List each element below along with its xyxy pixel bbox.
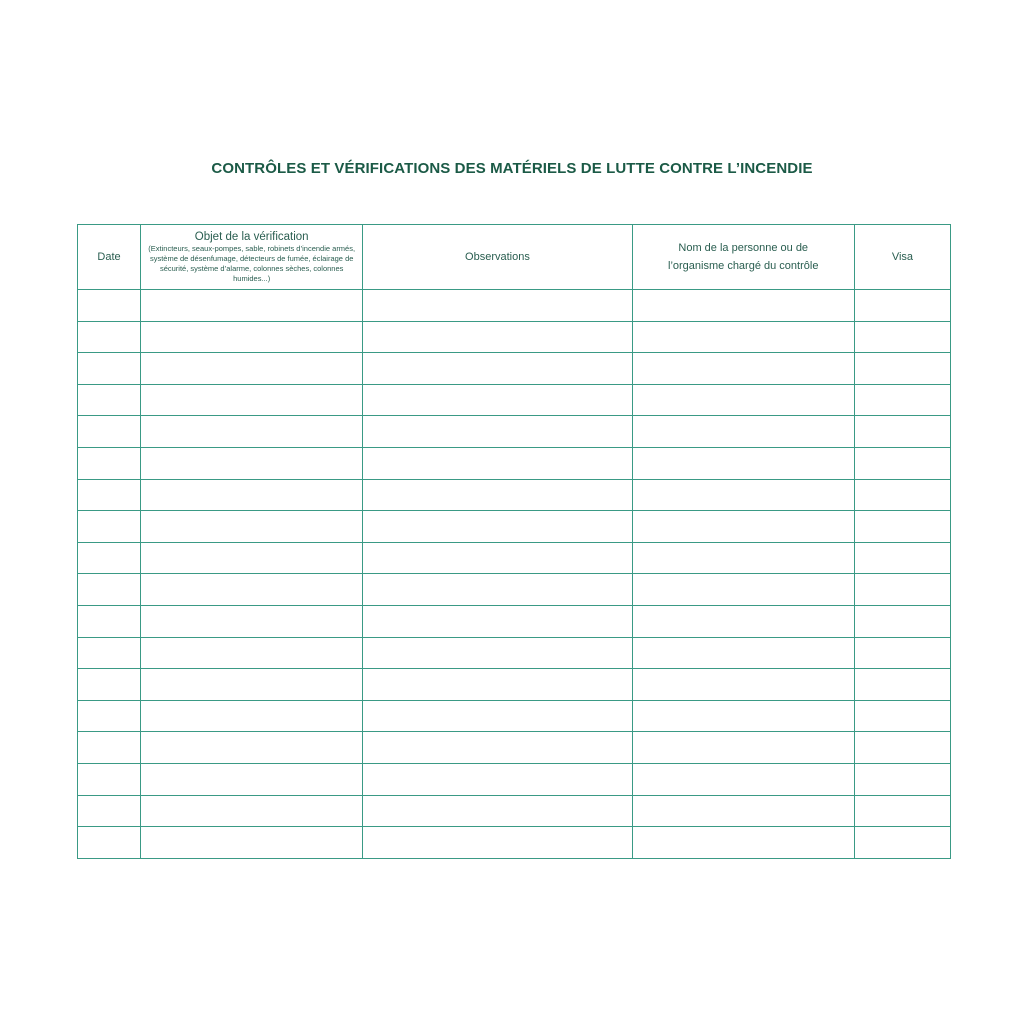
cell-nom[interactable]: [632, 732, 854, 764]
cell-date[interactable]: [78, 542, 141, 574]
cell-visa[interactable]: [854, 574, 950, 606]
cell-observations[interactable]: [363, 795, 632, 827]
cell-date[interactable]: [78, 763, 141, 795]
cell-visa[interactable]: [854, 732, 950, 764]
header-visa-label: Visa: [891, 251, 914, 263]
cell-nom[interactable]: [632, 353, 854, 385]
cell-date[interactable]: [78, 479, 141, 511]
page-title: CONTRÔLES ET VÉRIFICATIONS DES MATÉRIELS DE LUTTE CONTRE L’INCENDIE: [211, 160, 813, 177]
cell-observations[interactable]: [363, 353, 632, 385]
header-objet-title: Objet de la vérification: [194, 231, 309, 243]
cell-observations[interactable]: [363, 290, 632, 322]
header-nom-line2: l’organisme chargé du contrôle: [668, 260, 819, 272]
cell-observations[interactable]: [363, 384, 632, 416]
cell-date[interactable]: [78, 732, 141, 764]
table-row: [78, 827, 951, 859]
cell-date[interactable]: [78, 321, 141, 353]
cell-date[interactable]: [78, 447, 141, 479]
cell-visa[interactable]: [854, 605, 950, 637]
table-row: [78, 574, 951, 606]
cell-date[interactable]: [78, 700, 141, 732]
cell-objet[interactable]: [141, 384, 363, 416]
cell-observations[interactable]: [363, 542, 632, 574]
cell-objet[interactable]: [141, 700, 363, 732]
cell-observations[interactable]: [363, 669, 632, 701]
cell-observations[interactable]: [363, 732, 632, 764]
cell-observations[interactable]: [363, 574, 632, 606]
cell-objet[interactable]: [141, 353, 363, 385]
table-row: [78, 763, 951, 795]
header-observations-label: Observations: [465, 251, 530, 263]
cell-nom[interactable]: [632, 384, 854, 416]
cell-observations[interactable]: [363, 605, 632, 637]
cell-nom[interactable]: [632, 763, 854, 795]
cell-visa[interactable]: [854, 353, 950, 385]
header-nom: [632, 225, 854, 290]
cell-objet[interactable]: [141, 763, 363, 795]
cell-observations[interactable]: [363, 763, 632, 795]
cell-objet[interactable]: [141, 447, 363, 479]
table-body: [78, 290, 951, 859]
cell-nom[interactable]: [632, 447, 854, 479]
cell-visa[interactable]: [854, 542, 950, 574]
cell-objet[interactable]: [141, 605, 363, 637]
cell-date[interactable]: [78, 637, 141, 669]
table-row: [78, 700, 951, 732]
cell-visa[interactable]: [854, 447, 950, 479]
cell-observations[interactable]: [363, 827, 632, 859]
cell-nom[interactable]: [632, 321, 854, 353]
cell-nom[interactable]: [632, 511, 854, 543]
cell-date[interactable]: [78, 669, 141, 701]
table-row: [78, 542, 951, 574]
header-observations: [363, 225, 632, 290]
header-nom-line1: Nom de la personne ou de: [678, 242, 809, 254]
cell-objet[interactable]: [141, 542, 363, 574]
header-objet: [141, 225, 363, 290]
header-visa: [854, 225, 950, 290]
cell-date[interactable]: [78, 827, 141, 859]
cell-objet[interactable]: [141, 669, 363, 701]
cell-nom[interactable]: [632, 479, 854, 511]
table-row: [78, 416, 951, 448]
cell-observations[interactable]: [363, 637, 632, 669]
cell-date[interactable]: [78, 416, 141, 448]
cell-nom[interactable]: [632, 700, 854, 732]
cell-observations[interactable]: [363, 511, 632, 543]
cell-objet[interactable]: [141, 637, 363, 669]
cell-objet[interactable]: [141, 827, 363, 859]
cell-nom[interactable]: [632, 669, 854, 701]
cell-date[interactable]: [78, 795, 141, 827]
cell-objet[interactable]: [141, 321, 363, 353]
table-row: [78, 605, 951, 637]
cell-date[interactable]: [78, 511, 141, 543]
cell-date[interactable]: [78, 353, 141, 385]
cell-nom[interactable]: [632, 605, 854, 637]
cell-nom[interactable]: [632, 637, 854, 669]
cell-visa[interactable]: [854, 416, 950, 448]
cell-visa[interactable]: [854, 795, 950, 827]
cell-visa[interactable]: [854, 669, 950, 701]
header-date-label: Date: [97, 251, 121, 263]
cell-observations[interactable]: [363, 321, 632, 353]
cell-visa[interactable]: [854, 479, 950, 511]
cell-objet[interactable]: [141, 479, 363, 511]
table-row: [78, 290, 951, 322]
table-row: [78, 732, 951, 764]
cell-visa[interactable]: [854, 827, 950, 859]
cell-objet[interactable]: [141, 732, 363, 764]
table-row: [78, 321, 951, 353]
cell-nom[interactable]: [632, 795, 854, 827]
table-row: [78, 479, 951, 511]
cell-visa[interactable]: [854, 384, 950, 416]
cell-nom[interactable]: [632, 827, 854, 859]
cell-objet[interactable]: [141, 574, 363, 606]
cell-date[interactable]: [78, 290, 141, 322]
header-row: [78, 225, 951, 290]
table-row: [78, 669, 951, 701]
inspection-log-table: [77, 224, 951, 859]
cell-observations[interactable]: [363, 700, 632, 732]
cell-date[interactable]: [78, 605, 141, 637]
cell-observations[interactable]: [363, 479, 632, 511]
cell-visa[interactable]: [854, 290, 950, 322]
cell-visa[interactable]: [854, 637, 950, 669]
table-row: [78, 637, 951, 669]
cell-visa[interactable]: [854, 321, 950, 353]
cell-observations[interactable]: [363, 416, 632, 448]
table-row: [78, 384, 951, 416]
table-row: [78, 795, 951, 827]
cell-visa[interactable]: [854, 763, 950, 795]
cell-observations[interactable]: [363, 447, 632, 479]
table-row: [78, 353, 951, 385]
cell-nom[interactable]: [632, 574, 854, 606]
header-objet-details: (Extincteurs, seaux-pompes, sable, robinets d’incendie armés, système de désenfumage, détecteurs de fumée, éclairage de sécurité, système d’alarme, colonnes sèches, colonnes humides...): [148, 244, 356, 283]
cell-objet[interactable]: [141, 290, 363, 322]
cell-visa[interactable]: [854, 700, 950, 732]
cell-date[interactable]: [78, 384, 141, 416]
table-row: [78, 511, 951, 543]
cell-nom[interactable]: [632, 542, 854, 574]
cell-objet[interactable]: [141, 416, 363, 448]
cell-objet[interactable]: [141, 795, 363, 827]
cell-nom[interactable]: [632, 290, 854, 322]
table-row: [78, 447, 951, 479]
cell-visa[interactable]: [854, 511, 950, 543]
cell-date[interactable]: [78, 574, 141, 606]
cell-nom[interactable]: [632, 416, 854, 448]
cell-objet[interactable]: [141, 511, 363, 543]
header-date: [78, 225, 141, 290]
